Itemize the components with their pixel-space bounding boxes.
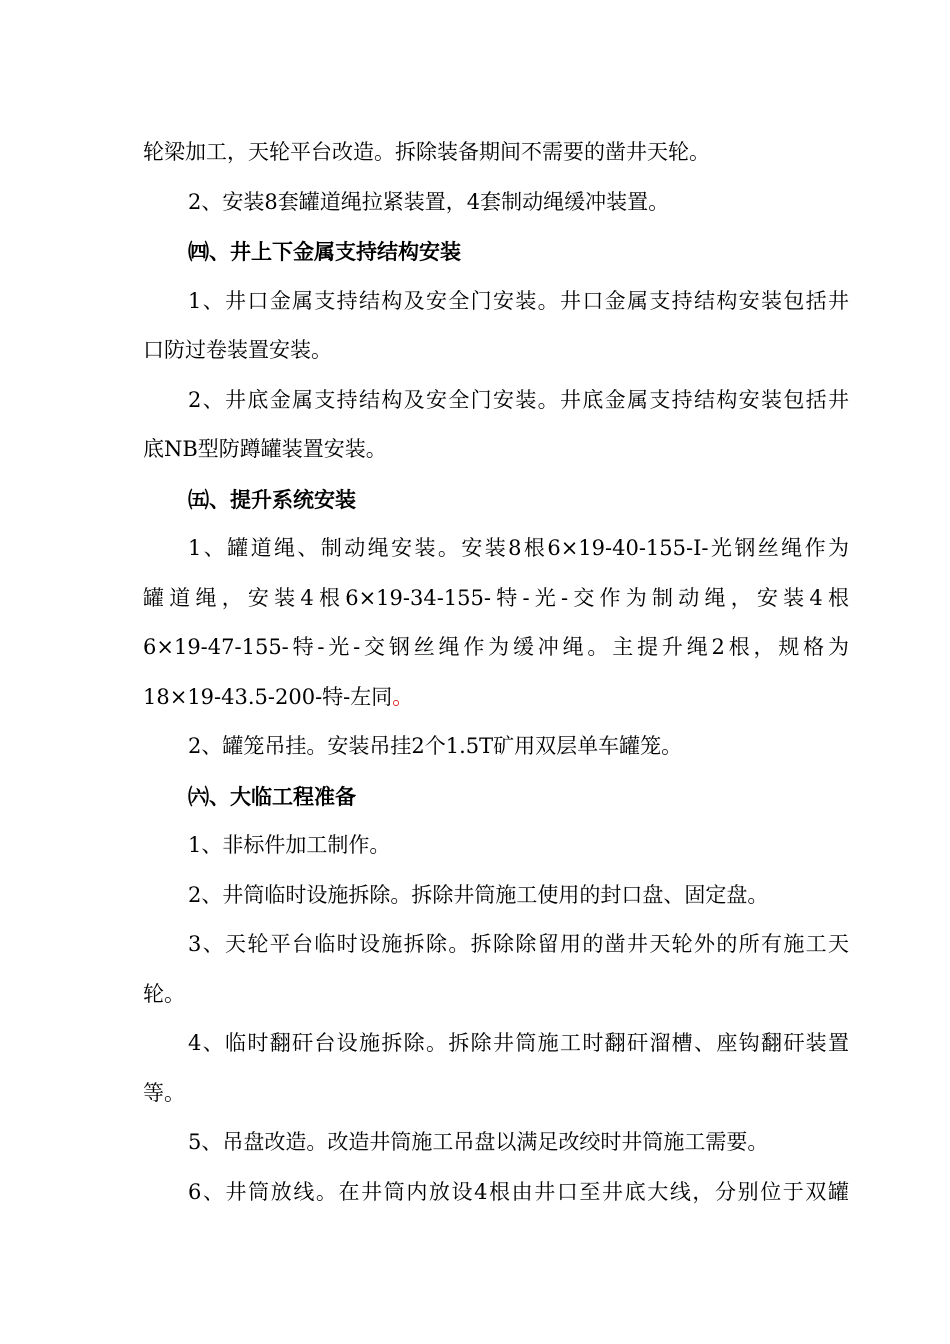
paragraph-line: 轮。 [143, 981, 185, 1006]
section-heading: ㈤、提升系统安装 [188, 486, 356, 512]
paragraph-line: 5、吊盘改造。改造井筒施工吊盘以满足改绞时井筒施工需要。 [188, 1130, 769, 1154]
paragraph-line: 3、天轮平台临时设施拆除。拆除除留用的凿井天轮外的所有施工天 [188, 932, 849, 956]
paragraph-line: 2、安装8套罐道绳拉紧装置，4套制动绳缓冲装置。 [188, 189, 670, 214]
document-page [143, 128, 849, 1217]
paragraph-line: 罐道绳，安装4根6×19-34-155-特-光-交作为制动绳，安装4根 [143, 585, 849, 610]
paragraph-line: 2、罐笼吊挂。安装吊挂2个1.5T矿用双层单车罐笼。 [188, 734, 683, 758]
paragraph-line: 口防过卷装置安装。 [143, 338, 332, 362]
paragraph-line: 1、井口金属支持结构及安全门安装。井口金属支持结构安装包括井 [188, 288, 849, 313]
paragraph-line: 2、井底金属支持结构及安全门安装。井底金属支持结构安装包括井 [188, 387, 849, 412]
section-heading: ㈣、井上下金属支持结构安装 [188, 239, 461, 264]
paragraph-line: 4、临时翻矸台设施拆除。拆除井筒施工时翻矸溜槽、座钩翻矸装置 [188, 1031, 849, 1055]
paragraph-line: 2、井筒临时设施拆除。拆除井筒施工使用的封口盘、固定盘。 [188, 882, 769, 907]
red-period-mark: 。 [392, 684, 414, 709]
paragraph-line [143, 673, 849, 723]
paragraph-line: 6、井筒放线。在井筒内放设4根由井口至井底大线，分别位于双罐 [188, 1179, 849, 1204]
paragraph-line: 等。 [143, 1080, 185, 1105]
paragraph-line: 轮梁加工，天轮平台改造。拆除装备期间不需要的凿井天轮。 [143, 140, 710, 164]
paragraph-line: 1、非标件加工制作。 [188, 833, 391, 857]
paragraph-line: 1、罐道绳、制动绳安装。安装8根6×19-40-155-I-光钢丝绳作为 [188, 536, 849, 560]
section-heading: ㈥、大临工程准备 [188, 783, 356, 809]
paragraph-line: 底NB型防蹲罐装置安装。 [143, 437, 387, 461]
line-text: 18×19-43.5-200-特-左同 [143, 684, 393, 709]
paragraph-line: 6×19-47-155-特-光-交钢丝绳作为缓冲绳。主提升绳2根，规格为 [143, 635, 849, 659]
